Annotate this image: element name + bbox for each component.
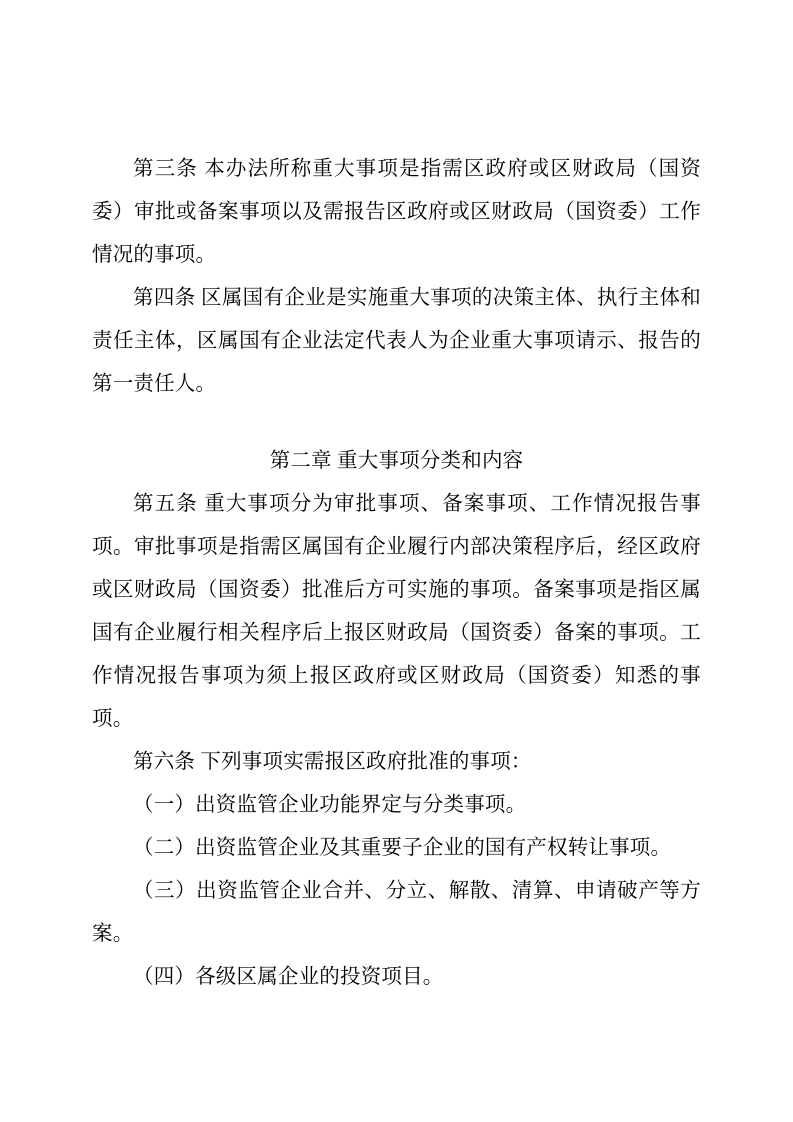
list-item: （一）出资监管企业功能界定与分类事项。 xyxy=(133,794,527,816)
list-item: （二）出资监管企业及其重要子企业的国有产权转让事项。 xyxy=(133,837,672,859)
chapter-heading: 第二章 重大事项分类和内容 xyxy=(269,450,524,472)
paragraph-article-five: 第五条 重大事项分为审批事项、备案事项、工作情况报告事项。审批事项是指需区属国有企业履行内部决策程序后，经区政府或区财政局（国资委）批准后方可实施的事项。备案事项是指区属国有企业履行相关程序后上报区财政局（国资委）备案的事项。工作情况报告事项为须上报区政府或区财政局（国资委）知悉的事项。 xyxy=(92,493,701,730)
document-body xyxy=(92,148,701,999)
list-item: （三）出资监管企业合并、分立、解散、清算、申请破产等方案。 xyxy=(92,880,701,945)
paragraph-article-four: 第四条 区属国有企业是实施重大事项的决策主体、执行主体和责任主体，区属国有企业法定代表人为企业重大事项请示、报告的第一责任人。 xyxy=(92,287,701,395)
paragraph-article-three: 第三条 本办法所称重大事项是指需区政府或区财政局（国资委）审批或备案事项以及需报告区政府或区财政局（国资委）工作情况的事项。 xyxy=(92,158,701,266)
section-spacer xyxy=(92,406,701,440)
paragraph-article-six: 第六条 下列事项实需报区政府批准的事项： xyxy=(133,751,532,773)
list-item: （四）各级区属企业的投资项目。 xyxy=(133,966,444,988)
